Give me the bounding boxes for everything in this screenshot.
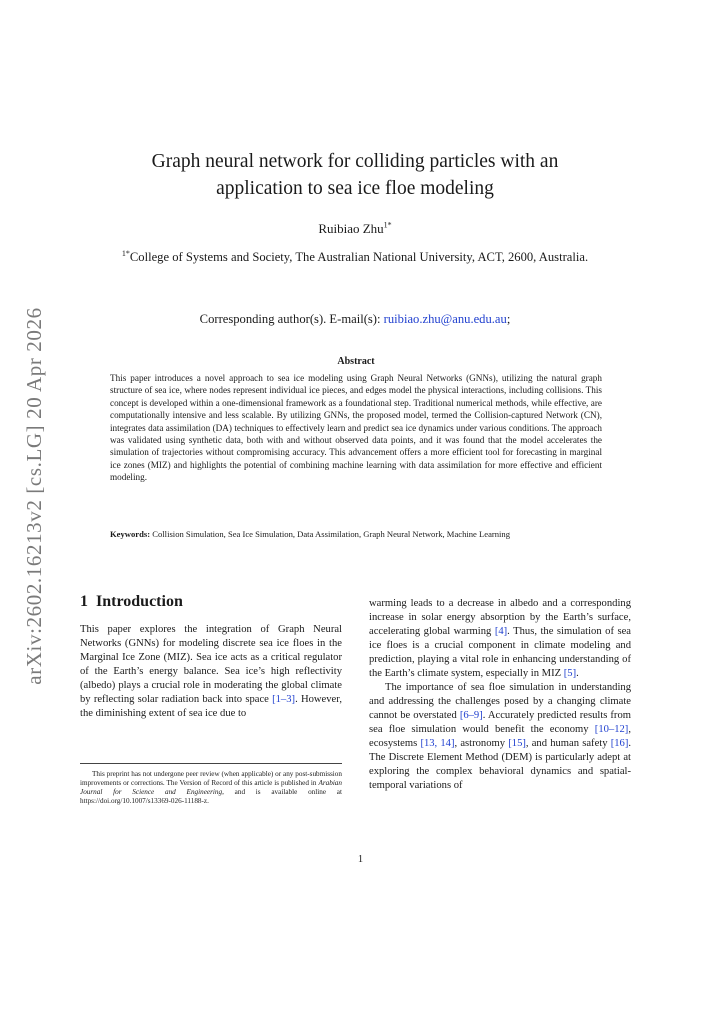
- corresponding-author: [100, 312, 610, 327]
- abstract-text: This paper introduces a novel approach to sea ice modeling using Graph Neural Networks (GNNs), utilizing the natural graph structure of sea ice, where nodes represent individual ice pieces, and edges model the physical interactions, including collisions. This concept is developed within a one-dimensional framework as a foundational step. Traditional numerical methods, while effective, are computationally intensive and less scalable. By utilizing GNNs, the proposed model, termed the Collision-captured Network (CN), integrates data assimilation (DA) techniques to effectively learn and predict sea ice dynamics under various conditions. The approach was validated using synthetic data, both with and without observed data points, and it was found that the model accelerates the simulation of trajectories without compromising accuracy. This advancement offers a more efficient tool for forecasting in marginal ice zones (MIZ) and highlights the potential of combining machine learning with data assimilation for more effective and efficient modeling.: [110, 373, 602, 483]
- arxiv-stamp: [22, 296, 46, 696]
- text-run: This paper explores the integration of Graph Neural Networks (GNNs) for modeling discrete sea ice floes in the Marginal Ice Zone (MIZ). Sea ice acts as a critical regulator of the Earth’s energy balance. Sea ice’s high reflectivity (albedo) plays a crucial role in moderating the global climate by reflecting solar radiation back into space: [80, 624, 342, 705]
- title-line-2: application to sea ice floe modeling: [216, 178, 494, 199]
- affiliation-mark: 1*: [121, 248, 130, 258]
- author-affiliation-mark: 1*: [383, 220, 392, 230]
- keywords-label: Keywords:: [110, 529, 151, 539]
- text-run: warming leads to a decrease in albedo and a corresponding increase in solar energy absorption by the Earth’s surface, accelerating global warming: [369, 598, 631, 637]
- text-run: The importance of sea floe simulation in understanding and addressing the challenges posed by a changing climate cannot be overstated: [369, 682, 631, 721]
- affiliation: [100, 249, 610, 265]
- intro-paragraph-2: [369, 681, 631, 793]
- citation-link[interactable]: [1–3]: [272, 694, 296, 705]
- left-column: [80, 623, 342, 721]
- text-run: . Accurately predicted results from sea floe simulation would benefit the economy: [369, 710, 631, 735]
- corresponding-email-link[interactable]: ruibiao.zhu@anu.edu.au: [383, 312, 507, 326]
- section-number: 1: [80, 593, 88, 610]
- abstract-heading: Abstract: [337, 356, 375, 367]
- arxiv-identifier: arXiv:2602.16213v2 [cs.LG] 20 Apr 2026: [22, 307, 46, 685]
- title-line-1: Graph neural network for colliding particles with an: [151, 151, 559, 172]
- right-column: [369, 597, 631, 793]
- author-name: Ruibiao Zhu: [318, 221, 384, 236]
- paper-title: [100, 148, 610, 202]
- corresponding-label: Corresponding author(s). E-mail(s):: [199, 312, 381, 326]
- text-run: . The Discrete Element Method (DEM) is particularly adept at exploring the complex behavioral dynamics and spatial-temporal variations of: [369, 738, 632, 791]
- keywords: [110, 529, 602, 541]
- text-run: . Thus, the simulation of sea ice floes is a crucial component in climate modeling and prediction, playing a vital role in enhancing understanding of the Earth’s climate system, especially in MIZ: [369, 626, 631, 679]
- text-run: , ecosystems: [369, 724, 631, 749]
- intro-paragraph-1: [80, 623, 342, 721]
- keywords-list: Collision Simulation, Sea Ice Simulation, Data Assimilation, Graph Neural Network, Machine Learning: [152, 529, 511, 539]
- citation-link[interactable]: [6–9]: [459, 710, 483, 721]
- author-line: [100, 221, 610, 237]
- footnote-text: This preprint has not undergone peer review (when applicable) or any post-submission improvements or corrections. The Version of Record of this article is published in: [80, 770, 342, 787]
- section-title: Introduction: [96, 593, 183, 610]
- page-number: 1: [357, 854, 364, 865]
- affiliation-text: College of Systems and Society, The Australian National University, ACT, 2600, Australia.: [129, 250, 589, 264]
- citation-link[interactable]: [5]: [563, 668, 577, 679]
- intro-paragraph-1-cont: [369, 597, 631, 681]
- footnote: [80, 770, 342, 806]
- text-run: , astronomy: [454, 738, 509, 749]
- citation-link[interactable]: [15]: [508, 738, 526, 749]
- footnote-journal: Arabian Journal for Science and Engineering: [80, 779, 342, 796]
- footnote-text: , and is available online at https://doi.org/10.1007/s13369-026-11188-z.: [80, 788, 342, 805]
- text-run: . However, the diminishing extent of sea ice due to: [80, 694, 342, 719]
- footnote-rule: [80, 763, 342, 764]
- text-run: .: [576, 668, 579, 679]
- citation-link[interactable]: [16]: [610, 738, 629, 749]
- citation-link[interactable]: [4]: [494, 626, 508, 637]
- citation-link[interactable]: [13, 14]: [420, 738, 455, 749]
- text-run: , and human safety: [525, 738, 611, 749]
- corresponding-suffix: ;: [506, 312, 511, 326]
- citation-link[interactable]: [10–12]: [594, 724, 629, 735]
- section-heading: [80, 593, 183, 611]
